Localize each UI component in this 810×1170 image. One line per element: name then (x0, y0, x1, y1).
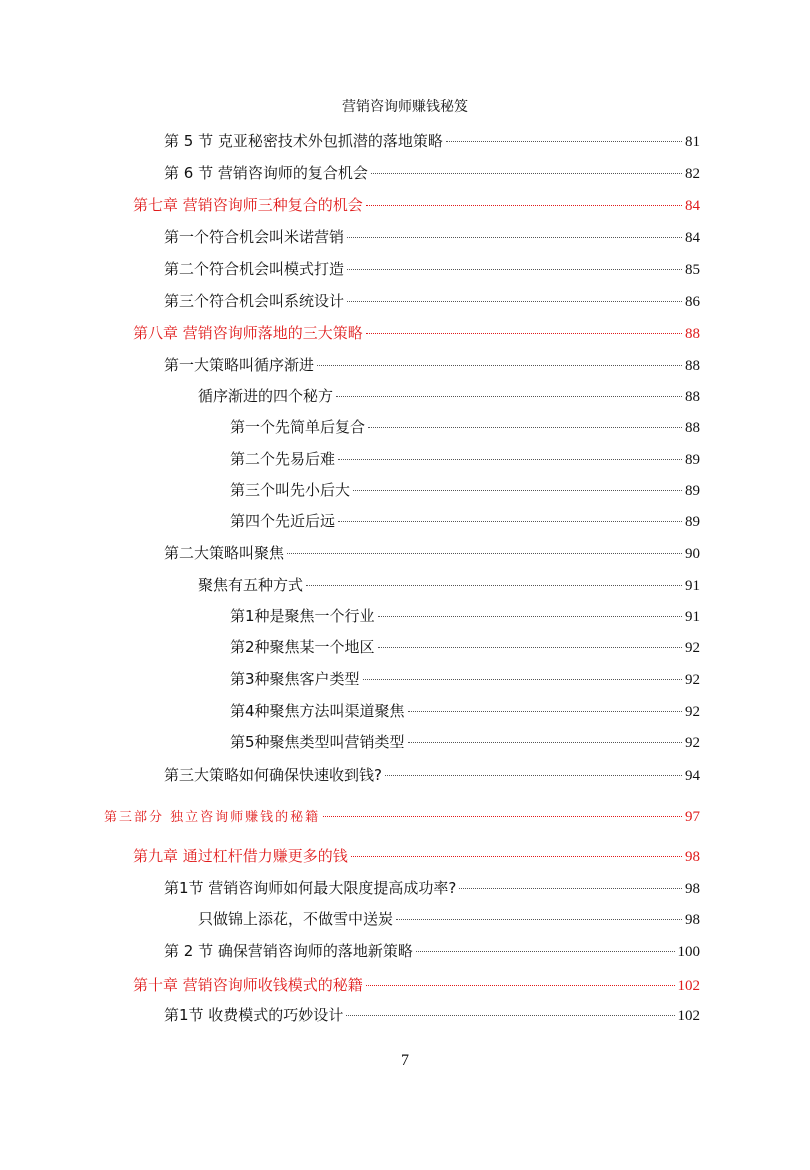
toc-entry-label: 第二个先易后难 (230, 450, 336, 468)
toc-entry-chapter (133, 194, 700, 217)
dot-leader (338, 458, 682, 460)
toc-entry-page: 86 (685, 294, 700, 310)
toc-entry-label: 第一大策略叫循序渐进 (164, 356, 315, 374)
toc-entry-page: 98 (685, 881, 700, 897)
toc-entry-section (164, 354, 700, 377)
toc-entry-subsub (230, 448, 700, 471)
toc-entry-label: 第八章 营销咨询师落地的三大策略 (133, 324, 363, 342)
dot-leader (396, 918, 682, 920)
dot-leader (347, 300, 682, 302)
page-number: 7 (401, 1052, 409, 1069)
toc-entry-section (164, 290, 700, 313)
toc-entry-label: 第三部分 独立咨询师赚钱的秘籍 (104, 810, 321, 825)
dot-leader (338, 520, 682, 522)
toc-entry-subsub (230, 636, 700, 659)
toc-entry-label: 第二个符合机会叫模式打造 (164, 260, 345, 278)
dot-leader (459, 887, 682, 889)
toc-entry-label: 聚焦有五种方式 (198, 576, 304, 594)
toc-entry-label: 第九章 通过杠杆借力赚更多的钱 (133, 847, 348, 865)
toc-entry-label: 第 6 节 营销咨询师的复合机会 (164, 164, 368, 182)
dot-leader (323, 815, 682, 817)
toc-entry-section (164, 940, 700, 963)
toc-entry-page: 88 (685, 326, 700, 342)
toc-entry-page: 91 (685, 609, 700, 625)
toc-entry-subsub (230, 479, 700, 502)
toc-entry-chapter (133, 322, 700, 345)
toc-entry-page: 84 (685, 198, 700, 214)
toc-entry-page: 102 (677, 978, 700, 994)
dot-leader (385, 774, 682, 776)
toc-entry-subsub (230, 510, 700, 533)
toc-entry-page: 92 (685, 640, 700, 656)
dot-leader (446, 140, 682, 142)
toc-entry-page: 92 (685, 704, 700, 720)
toc-entry-label: 第七章 营销咨询师三种复合的机会 (133, 196, 363, 214)
toc-entry-subsub (230, 668, 700, 691)
dot-leader (347, 236, 682, 238)
dot-leader (347, 268, 682, 270)
toc-entry-label: 第三个符合机会叫系统设计 (164, 292, 345, 310)
toc-entry-section (164, 1004, 700, 1027)
toc-entry-subsub (230, 416, 700, 439)
dot-leader (408, 710, 682, 712)
dot-leader (368, 426, 682, 428)
toc-entry-page: 89 (685, 514, 700, 530)
dot-leader (366, 204, 682, 206)
toc-entry-label: 第 2 节 确保营销咨询师的落地新策略 (164, 942, 413, 960)
toc-entry-label: 第一个符合机会叫米诺营销 (164, 228, 345, 246)
toc-entry-page: 89 (685, 452, 700, 468)
toc-entry-subsub (230, 731, 700, 754)
dot-leader (378, 646, 682, 648)
dot-leader (306, 584, 682, 586)
toc-entry-page: 92 (685, 672, 700, 688)
running-header: 营销咨询师赚钱秘笈 (342, 99, 468, 115)
toc-entry-page: 85 (685, 262, 700, 278)
toc-entry-label: 第三大策略如何确保快速收到钱? (164, 766, 382, 784)
toc-entry-label: 第四个先近后远 (230, 512, 336, 530)
toc-entry-label: 循序渐进的四个秘方 (198, 387, 334, 405)
toc-entry-page: 89 (685, 483, 700, 499)
toc-entry-page: 81 (685, 134, 700, 150)
toc-entry-label: 第 5 节 克亚秘密技术外包抓潜的落地策略 (164, 132, 443, 150)
toc-entry-chapter (133, 845, 700, 868)
toc-entry-label: 第1种是聚焦一个行业 (230, 607, 375, 625)
toc-entry-label: 第4种聚焦方法叫渠道聚焦 (230, 702, 405, 720)
toc-entry-page: 98 (685, 849, 700, 865)
toc-entry-label: 第1节 营销咨询师如何最大限度提高成功率? (164, 879, 457, 897)
toc-entry-label: 第一个先简单后复合 (230, 418, 366, 436)
toc-entry-section (164, 226, 700, 249)
toc-entry-page: 102 (677, 1008, 700, 1024)
toc-entry-section (164, 162, 700, 185)
toc-entry-part (104, 806, 700, 829)
toc-entry-label: 第2种聚焦某一个地区 (230, 638, 375, 656)
toc-entry-page: 88 (685, 420, 700, 436)
toc-entry-page: 90 (685, 546, 700, 562)
toc-entry-label: 第十章 营销咨询师收钱模式的秘籍 (133, 976, 363, 994)
dot-leader (317, 364, 682, 366)
dot-leader (346, 1014, 674, 1016)
toc-entry-section (164, 877, 700, 900)
toc-entry-section (164, 764, 700, 787)
toc-entry-section (164, 130, 700, 153)
toc-entry-label: 第5种聚焦类型叫营销类型 (230, 733, 405, 751)
toc-entry-label: 只做锦上添花，不做雪中送炭 (198, 910, 394, 928)
toc-entry-page: 88 (685, 389, 700, 405)
dot-leader (366, 984, 675, 986)
dot-leader (416, 950, 675, 952)
dot-leader (363, 678, 682, 680)
dot-leader (336, 395, 682, 397)
toc-entry-page: 91 (685, 578, 700, 594)
toc-entry-page: 82 (685, 166, 700, 182)
toc-entry-section (164, 542, 700, 565)
dot-leader (351, 855, 682, 857)
toc-entry-subsub (230, 700, 700, 723)
dot-leader (371, 172, 682, 174)
toc-entry-label: 第三个叫先小后大 (230, 481, 351, 499)
toc-entry-page: 94 (685, 768, 700, 784)
toc-entry-label: 第1节 收费模式的巧妙设计 (164, 1006, 344, 1024)
dot-leader (353, 489, 682, 491)
toc-entry-label: 第二大策略叫聚焦 (164, 544, 285, 562)
toc-entry-section (164, 258, 700, 281)
toc-entry-page: 100 (677, 944, 700, 960)
toc-entry-sub (198, 908, 700, 931)
dot-leader (366, 332, 682, 334)
dot-leader (378, 615, 682, 617)
toc-entry-page: 88 (685, 358, 700, 374)
toc-entry-page: 98 (685, 912, 700, 928)
toc-entry-page: 92 (685, 735, 700, 751)
toc-entry-sub (198, 574, 700, 597)
dot-leader (287, 552, 682, 554)
toc-entry-subsub (230, 605, 700, 628)
toc-entry-page: 97 (685, 809, 700, 825)
toc-entry-chapter (133, 974, 700, 997)
dot-leader (408, 741, 682, 743)
toc-entry-sub (198, 385, 700, 408)
toc-entry-label: 第3种聚焦客户类型 (230, 670, 360, 688)
toc-entry-page: 84 (685, 230, 700, 246)
